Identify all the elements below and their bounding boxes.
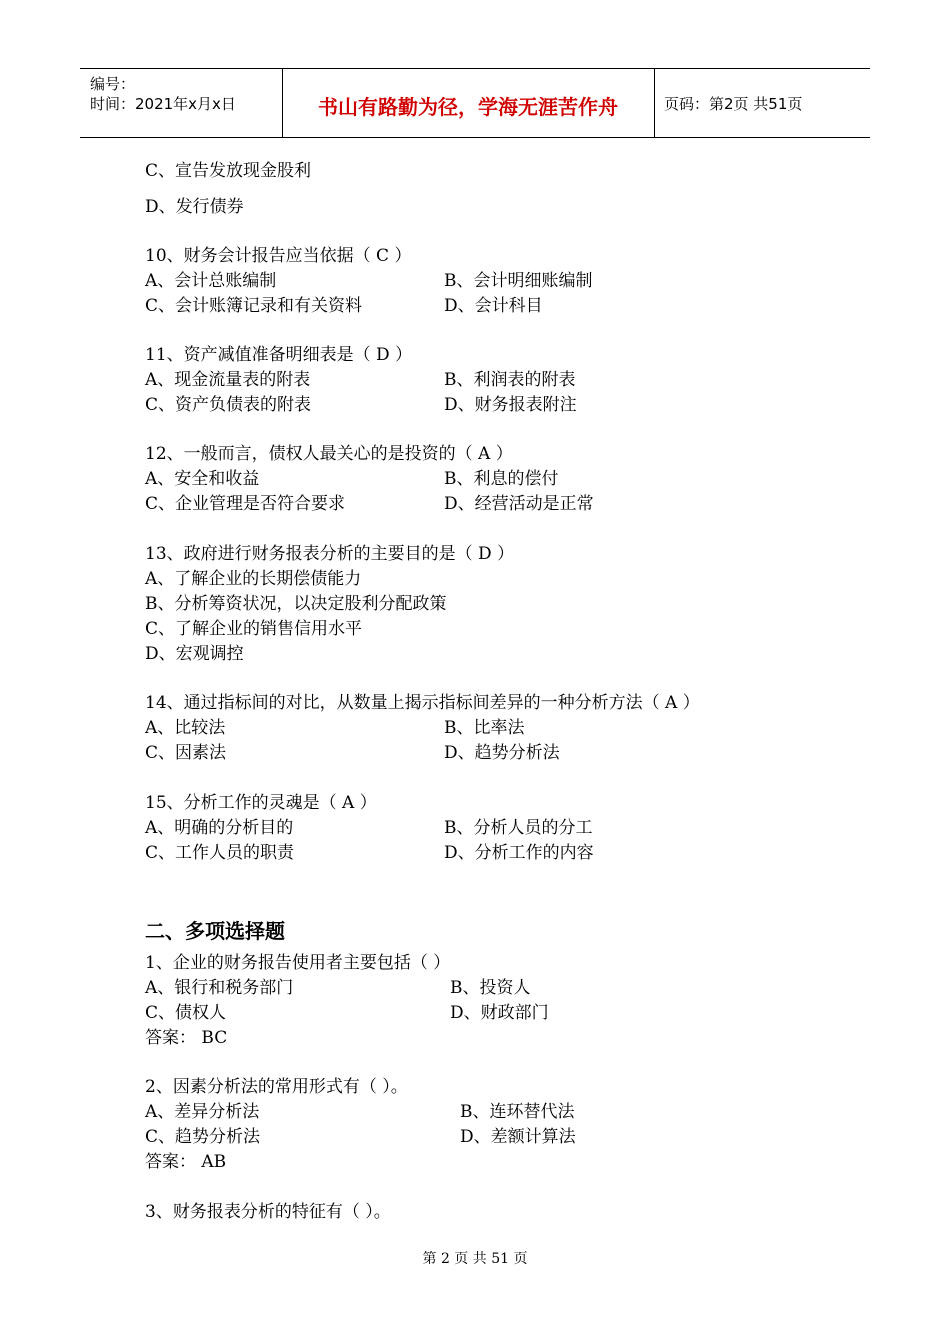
m1-stem: 1、企业的财务报告使用者主要包括（ ） xyxy=(145,953,451,973)
header-meta-cell xyxy=(80,69,283,137)
m1-option-d: D、财政部门 xyxy=(450,1003,549,1023)
header-page-info: 页码：第2页 共51页 xyxy=(664,95,803,113)
m1-answer: 答案： BC xyxy=(145,1028,228,1048)
m2-option-b: B、连环替代法 xyxy=(460,1102,575,1122)
q9-option-d: D、发行债券 xyxy=(145,197,244,217)
q14-stem: 14、通过指标间的对比，从数量上揭示指标间差异的一种分析方法（ A ） xyxy=(145,693,700,713)
header-motto: 书山有路勤为径，学海无涯苦作舟 xyxy=(318,95,618,119)
q14-option-b: B、比率法 xyxy=(444,718,525,738)
m1-option-c: C、债权人 xyxy=(145,1003,227,1023)
section-title-multiple-choice: 二、多项选择题 xyxy=(145,919,285,943)
q10-option-d: D、会计科目 xyxy=(444,296,543,316)
q15-option-d: D、分析工作的内容 xyxy=(444,843,594,863)
q9-option-c: C、宣告发放现金股利 xyxy=(145,161,312,181)
q10-option-a: A、会计总账编制 xyxy=(145,271,277,291)
m2-option-d: D、差额计算法 xyxy=(460,1127,576,1147)
m2-answer: 答案： AB xyxy=(145,1152,227,1172)
q15-option-c: C、工作人员的职责 xyxy=(145,843,295,863)
q14-option-a: A、比较法 xyxy=(145,718,226,738)
m2-option-a: A、差异分析法 xyxy=(145,1102,260,1122)
q11-option-b: B、利润表的附表 xyxy=(444,370,576,390)
m1-option-a: A、银行和税务部门 xyxy=(145,978,294,998)
q11-stem: 11、资产减值准备明细表是（ D ） xyxy=(145,345,413,365)
q12-stem: 12、一般而言，债权人最关心的是投资的（ A ） xyxy=(145,444,513,464)
q10-stem: 10、财务会计报告应当依据（ C ） xyxy=(145,246,412,266)
q12-option-a: A、安全和收益 xyxy=(145,469,260,489)
header-page-cell xyxy=(654,69,870,137)
q10-option-c: C、会计账簿记录和有关资料 xyxy=(145,296,363,316)
q12-option-b: B、利息的偿付 xyxy=(444,469,559,489)
q13-option-a: A、了解企业的长期偿债能力 xyxy=(145,569,362,589)
q15-option-b: B、分析人员的分工 xyxy=(444,818,593,838)
document-time-label: 时间：2021年x月x日 xyxy=(90,95,236,113)
m2-option-c: C、趋势分析法 xyxy=(145,1127,261,1147)
q13-option-d: D、宏观调控 xyxy=(145,644,244,664)
header-motto-cell xyxy=(282,69,655,137)
q13-option-b: B、分析筹资状况，以决定股利分配政策 xyxy=(145,594,447,614)
q14-option-c: C、因素法 xyxy=(145,743,227,763)
q11-option-c: C、资产负债表的附表 xyxy=(145,395,312,415)
q13-stem: 13、政府进行财务报表分析的主要目的是（ D ） xyxy=(145,544,515,564)
q10-option-b: B、会计明细账编制 xyxy=(444,271,593,291)
q15-stem: 15、分析工作的灵魂是（ A ） xyxy=(145,793,377,813)
q14-option-d: D、趋势分析法 xyxy=(444,743,560,763)
page-footer: 第 2 页 共 51 页 xyxy=(422,1251,528,1267)
page-header xyxy=(80,68,870,138)
q12-option-c: C、企业管理是否符合要求 xyxy=(145,494,346,514)
m3-stem: 3、财务报表分析的特征有（ ）。 xyxy=(145,1202,391,1222)
document-number-label: 编号： xyxy=(90,75,136,93)
q11-option-d: D、财务报表附注 xyxy=(444,395,577,415)
q12-option-d: D、经营活动是正常 xyxy=(444,494,594,514)
m1-option-b: B、投资人 xyxy=(450,978,531,998)
q15-option-a: A、明确的分析目的 xyxy=(145,818,294,838)
q13-option-c: C、了解企业的销售信用水平 xyxy=(145,619,363,639)
m2-stem: 2、因素分析法的常用形式有（ ）。 xyxy=(145,1077,408,1097)
q11-option-a: A、现金流量表的附表 xyxy=(145,370,311,390)
